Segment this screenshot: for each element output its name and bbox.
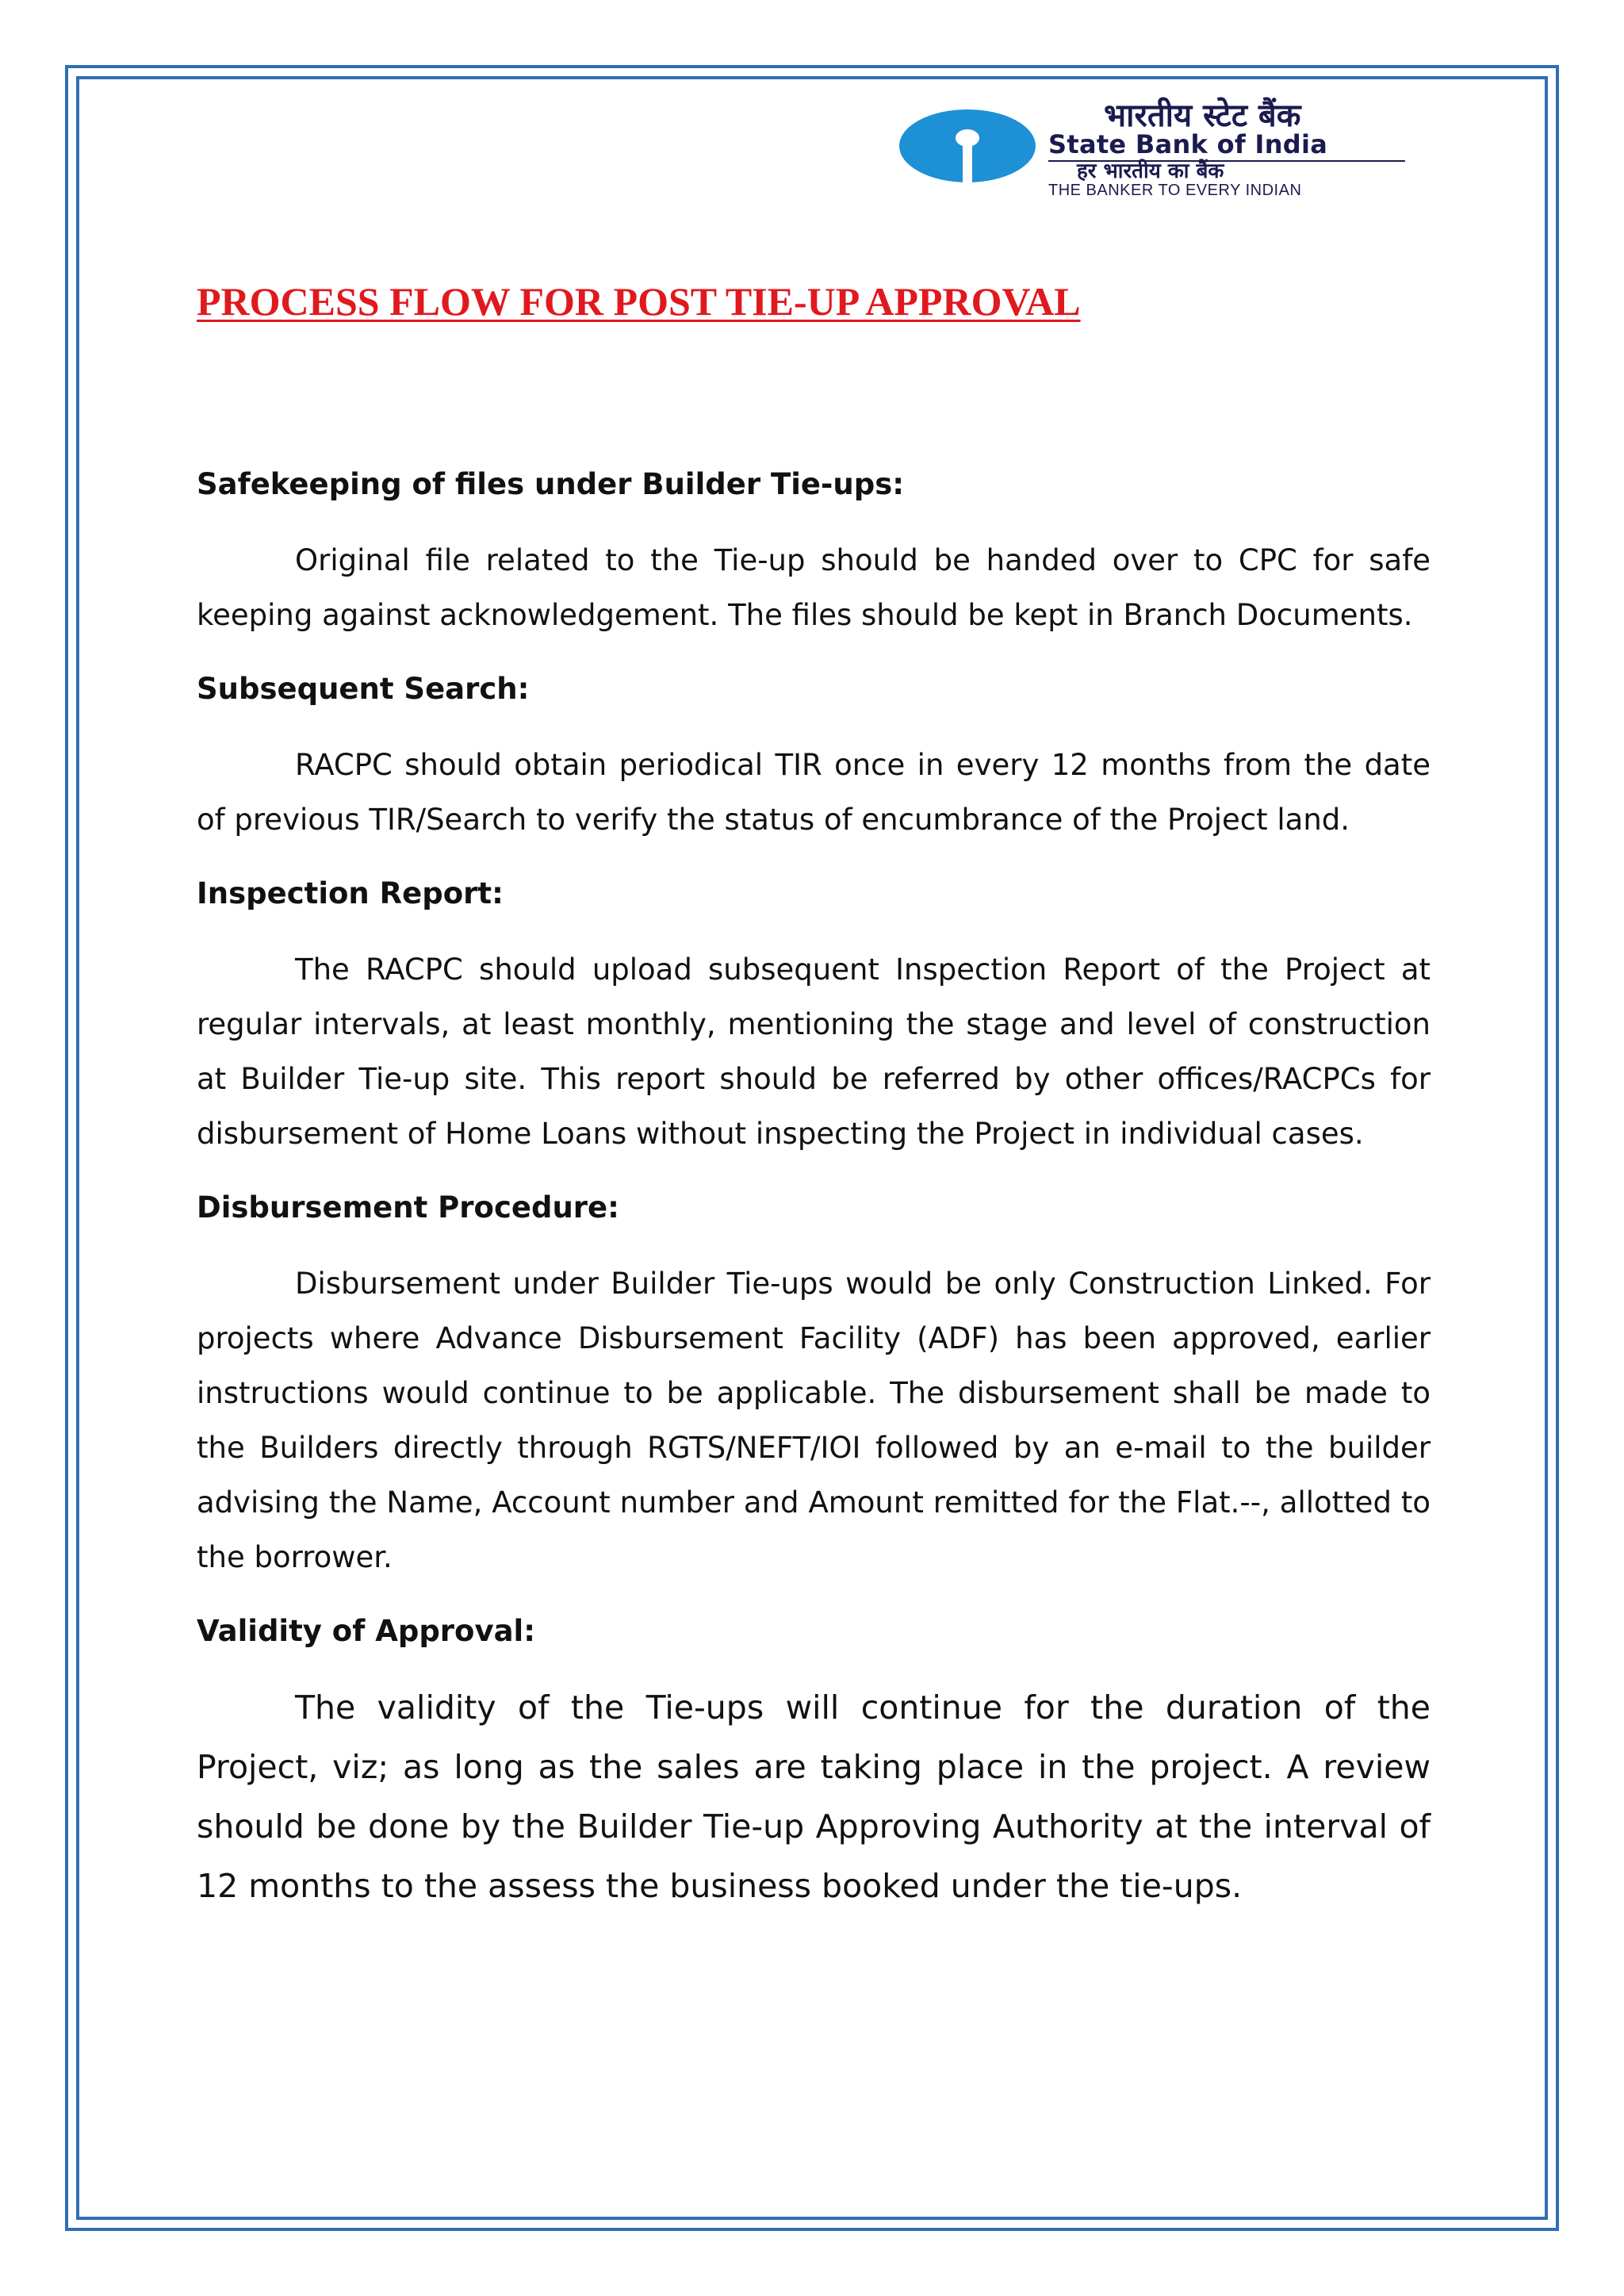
logo-hindi-tagline: हर भारतीय का बैंक <box>1077 159 1224 183</box>
section-paragraph: Original file related to the Tie-up should be handed over to CPC for safe keeping against acknowledgement. The files should be kept in Branch Documents. <box>197 543 1431 632</box>
logo-tagline: THE BANKER TO EVERY INDIAN <box>1048 182 1302 199</box>
section-subsequent-search <box>197 669 1431 847</box>
section-paragraph: RACPC should obtain periodical TIR once in every 12 months from the date of previous TIR/Search to verify the status of encumbrance of the Project land. <box>197 748 1431 837</box>
sbi-logo <box>898 97 1421 208</box>
logo-english-name: State Bank of India <box>1048 129 1328 159</box>
section-heading: Disbursement Procedure: <box>197 1190 619 1225</box>
section-heading: Subsequent Search: <box>197 672 530 706</box>
section-disbursement-procedure <box>197 1188 1431 1585</box>
sbi-logo-icon <box>898 108 1037 184</box>
page-title: PROCESS FLOW FOR POST TIE-UP APPROVAL <box>197 279 1081 324</box>
section-heading: Safekeeping of files under Builder Tie-ups: <box>197 467 905 501</box>
document-body <box>197 465 1431 1943</box>
section-inspection-report <box>197 874 1431 1161</box>
logo-hindi-name: भारतीय स्टेट बैंक <box>1104 97 1301 134</box>
section-heading: Validity of Approval: <box>197 1614 536 1648</box>
section-paragraph: The validity of the Tie-ups will continue for the duration of the Project, viz; as long as the sales are taking place in the project. A review should be done by the Builder Tie-up Approving Authority at the interval of 12 months to the assess the business booked under the tie-ups. <box>197 1688 1431 1905</box>
section-heading: Inspection Report: <box>197 876 504 910</box>
section-paragraph: The RACPC should upload subsequent Inspection Report of the Project at regular intervals, at least monthly, mentioning the stage and level of construction at Builder Tie-up site. This report should be referred by other offices/RACPCs for disbursement of Home Loans without inspecting the Project in individual cases. <box>197 953 1431 1151</box>
section-safekeeping <box>197 465 1431 642</box>
section-validity-of-approval <box>197 1612 1431 1916</box>
section-paragraph: Disbursement under Builder Tie-ups would be only Construction Linked. For projects where Advance Disbursement Facility (ADF) has been approved, earlier instructions would continue to be applicable. The disbursement shall be made to the Builders directly through RGTS/NEFT/IOI followed by an e-mail to the builder advising the Name, Account number and Amount remitted for the Flat.--, allotted to the borrower. <box>197 1267 1431 1574</box>
sbi-logo-text <box>1048 97 1421 208</box>
